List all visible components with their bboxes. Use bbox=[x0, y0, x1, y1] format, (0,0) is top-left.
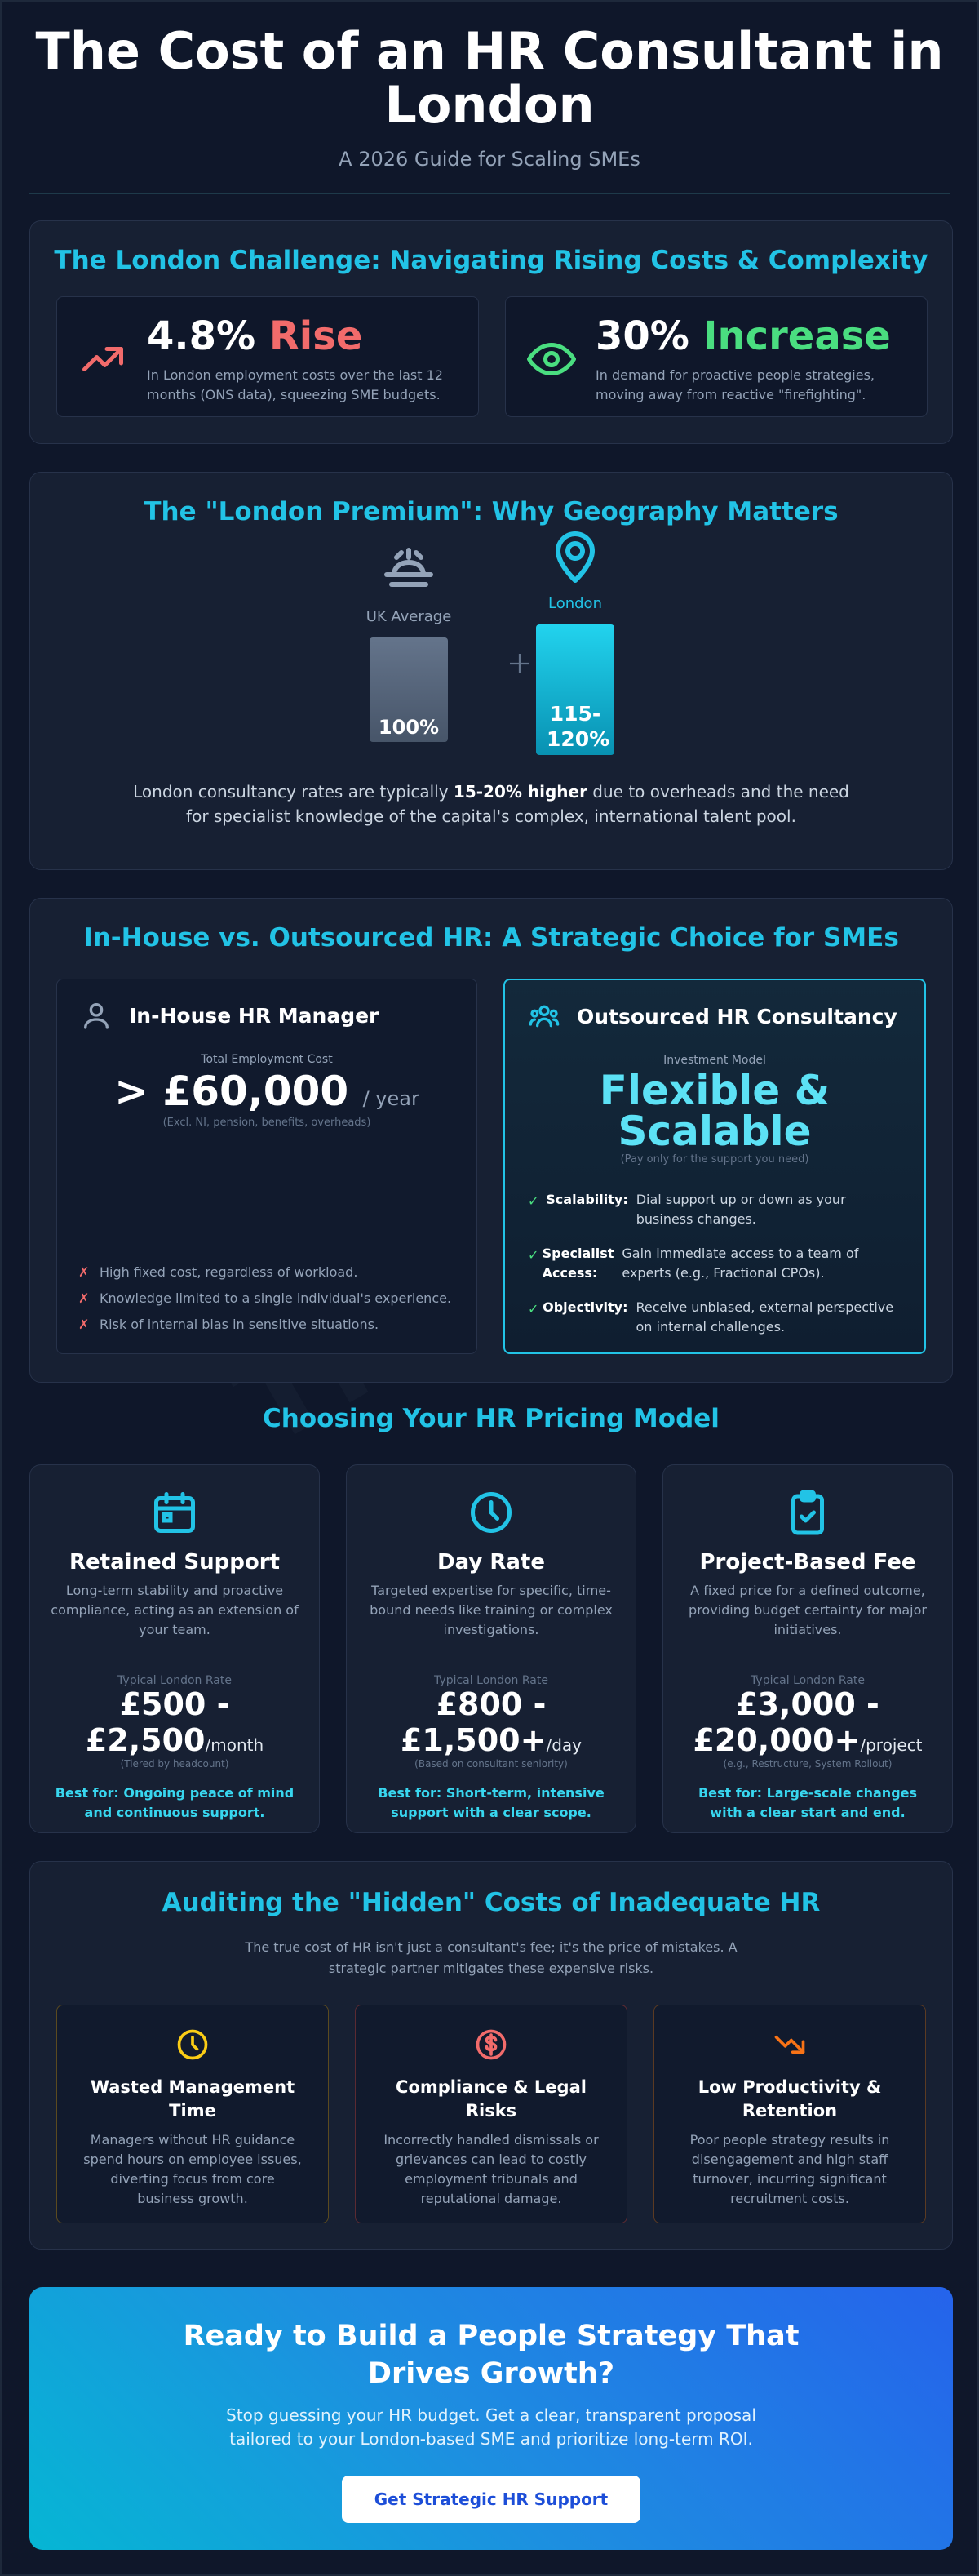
rate-note: (Based on consultant seniority) bbox=[414, 1758, 568, 1770]
cons-list bbox=[78, 1254, 451, 1332]
london-label: London bbox=[548, 595, 602, 612]
best-for: Best for: Short-term, intensive support with a clear scope. bbox=[378, 1785, 605, 1821]
best-for: Best for: Large-scale changes with a clear start and end. bbox=[698, 1785, 918, 1821]
outsourced-card bbox=[503, 979, 926, 1354]
inhouse-card bbox=[56, 979, 477, 1354]
page-header bbox=[29, 2, 950, 194]
plus-icon bbox=[505, 649, 534, 678]
trending-up-icon bbox=[78, 335, 127, 384]
stat-card-cost-rise bbox=[56, 296, 479, 417]
uk-average-bar: 100% bbox=[370, 637, 448, 742]
inhouse-price: > £60,000 / year bbox=[114, 1068, 419, 1115]
card-description: Long-term stability and proactive compliance, acting as an extension of your team. bbox=[51, 1583, 299, 1637]
card-heading: Outsourced HR Consultancy bbox=[528, 1000, 901, 1033]
stat-card-demand-increase bbox=[505, 296, 928, 417]
best-for: Best for: Ongoing peace of mind and continuous support. bbox=[55, 1785, 295, 1821]
hidden-costs-section bbox=[29, 1861, 953, 2250]
pricing-card-project bbox=[662, 1464, 953, 1833]
dollar-icon bbox=[473, 2027, 509, 2063]
hidden-cost-card-time bbox=[56, 2005, 329, 2223]
uk-average-label: UK Average bbox=[365, 608, 452, 625]
section-title: Auditing the "Hidden" Costs of Inadequate HR bbox=[162, 1888, 821, 1917]
pricing-title: Choosing Your HR Pricing Model bbox=[263, 1404, 720, 1433]
london-challenge-section bbox=[29, 220, 953, 444]
list-item: ✓ Scalability: Dial support up or down as your business changes. bbox=[528, 1192, 846, 1227]
eye-icon bbox=[527, 335, 576, 384]
clipboard-check-icon bbox=[783, 1488, 832, 1537]
cost-caption: Total Employment Cost bbox=[201, 1053, 333, 1066]
rate-price: £500 - £2,500/month bbox=[85, 1686, 264, 1758]
users-icon bbox=[528, 1000, 560, 1033]
list-item: ✗ High fixed cost, regardless of workload. bbox=[78, 1264, 358, 1280]
inhouse-vs-outsourced-section bbox=[29, 898, 953, 1383]
stat-description: In London employment costs over the last 12 months (ONS data), squeezing SME budgets. bbox=[147, 367, 443, 402]
section-title: The "London Premium": Why Geography Matters bbox=[144, 497, 839, 526]
card-title: Day Rate bbox=[437, 1550, 545, 1574]
price-note: (Excl. NI, pension, benefits, overheads) bbox=[162, 1117, 371, 1129]
list-item: ✗ Risk of internal bias in sensitive situations. bbox=[78, 1317, 379, 1332]
card-title: Retained Support bbox=[69, 1550, 280, 1574]
cta-banner bbox=[29, 2287, 953, 2550]
trending-down-icon bbox=[772, 2027, 808, 2063]
section-intro: The true cost of HR isn't just a consultant's fee; it's the price of mistakes. A strategic partner mitigates these expensive risks. bbox=[245, 1939, 738, 1976]
clock-icon bbox=[467, 1488, 516, 1537]
pricing-card-day-rate bbox=[346, 1464, 636, 1833]
stat-headline: 30% Increase bbox=[596, 313, 891, 359]
section-title: In-House vs. Outsourced HR: A Strategic Choice for SMEs bbox=[83, 923, 899, 953]
london-bar: 115-120% bbox=[536, 624, 614, 755]
list-item: ✓ Specialist Access: Gain immediate access to a team of experts (e.g., Fractional CPOs). bbox=[528, 1246, 859, 1281]
cta-text: Stop guessing your HR budget. Get a clear, transparent proposal tailored to your London-based SME and prioritize long-term ROI. bbox=[226, 2405, 756, 2449]
card-heading: In-House HR Manager bbox=[80, 999, 454, 1032]
rate-price: £3,000 - £20,000+/project bbox=[693, 1686, 923, 1758]
london-premium-section bbox=[29, 472, 953, 870]
card-title: Compliance & Legal Risks bbox=[396, 2077, 587, 2121]
card-description: Poor people strategy results in disengagement and high staff turnover, incurring significant recruitment costs. bbox=[689, 2131, 890, 2206]
pricing-card-retained bbox=[29, 1464, 320, 1833]
premium-comparison bbox=[30, 526, 952, 771]
card-description: Targeted expertise for specific, time-bound needs like training or complex investigations. bbox=[370, 1583, 613, 1637]
rate-note: (Tiered by headcount) bbox=[120, 1758, 229, 1770]
list-item: ✗ Knowledge limited to a single individual's experience. bbox=[78, 1290, 452, 1306]
card-description: Incorrectly handled dismissals or grievances can lead to costly employment tribunals and reputational damage. bbox=[383, 2131, 599, 2206]
get-strategic-hr-support-button[interactable]: Get Strategic HR Support bbox=[342, 2476, 640, 2523]
clock-icon bbox=[175, 2027, 210, 2063]
rate-price: £800 - £1,500+/day bbox=[400, 1686, 582, 1758]
stat-description: In demand for proactive people strategies, moving away from reactive "firefighting". bbox=[596, 367, 875, 402]
hidden-cost-card-compliance bbox=[355, 2005, 627, 2223]
rate-caption: Typical London Rate bbox=[434, 1674, 548, 1687]
cta-title: Ready to Build a People Strategy That Drives Growth? bbox=[183, 2320, 800, 2390]
model-title: Flexible & Scalable bbox=[599, 1067, 831, 1155]
map-pin-icon bbox=[546, 526, 605, 585]
rate-note: (e.g., Restructure, System Rollout) bbox=[723, 1758, 893, 1770]
bridge-icon bbox=[379, 543, 438, 602]
calendar-icon bbox=[150, 1488, 199, 1537]
model-caption: Investment Model bbox=[663, 1054, 766, 1067]
rate-caption: Typical London Rate bbox=[751, 1674, 865, 1687]
pros-list bbox=[528, 1190, 901, 1337]
card-title: Project-Based Fee bbox=[699, 1550, 916, 1574]
list-item: ✓ Objectivity: Receive unbiased, external perspective on internal challenges. bbox=[528, 1299, 894, 1335]
card-description: A fixed price for a defined outcome, providing budget certainty for major initiatives. bbox=[689, 1583, 927, 1637]
card-title: Wasted Management Time bbox=[90, 2077, 295, 2121]
user-icon bbox=[80, 999, 113, 1032]
section-title: The London Challenge: Navigating Rising Costs & Complexity bbox=[54, 246, 928, 275]
rate-caption: Typical London Rate bbox=[117, 1674, 232, 1687]
card-description: Managers without HR guidance spend hours on employee issues, diverting focus from core business growth. bbox=[83, 2131, 302, 2206]
model-note: (Pay only for the support you need) bbox=[620, 1153, 809, 1166]
premium-explanation: London consultancy rates are typically 15-20% higher due to overheads and the need for specialist knowledge of the capital's complex, international talent pool. bbox=[133, 782, 849, 826]
hidden-cost-card-productivity bbox=[653, 2005, 926, 2223]
card-title: Low Productivity & Retention bbox=[698, 2077, 882, 2121]
stat-headline: 4.8% Rise bbox=[147, 313, 363, 359]
page-title: The Cost of an HR Consultant in London bbox=[35, 21, 944, 135]
page-subtitle: A 2026 Guide for Scaling SMEs bbox=[339, 148, 640, 171]
